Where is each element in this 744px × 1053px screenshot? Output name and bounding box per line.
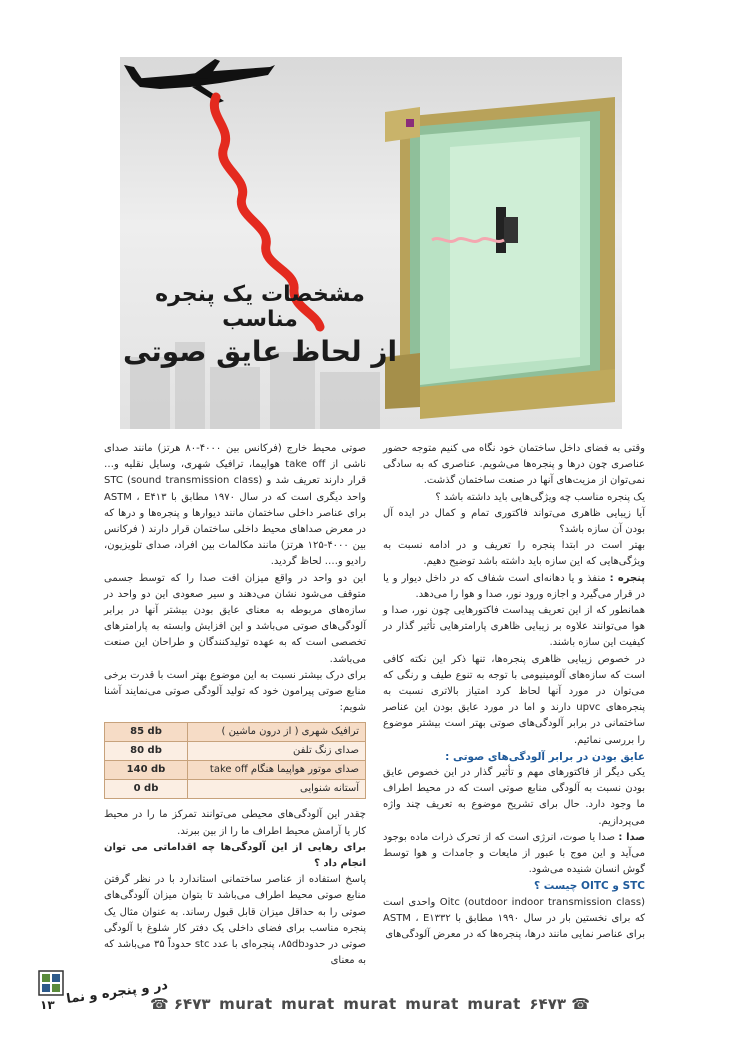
paragraph	[383, 571, 645, 603]
hero-title-line2: از لحاظ عایق صوتی	[122, 335, 398, 368]
table-cell-label: آستانه شنوایی	[188, 780, 366, 799]
paragraph: بهتر است در ابتدا پنجره را تعریف و در ادامه نسبت به ویژگی‌هایی که این سازه باید داشته باشد توضیح دهیم.	[383, 540, 645, 568]
table-cell-label: صدای زنگ تلفن	[188, 742, 366, 761]
section-heading: عایق بودن در برابر آلودگی‌های صوتی :	[445, 750, 645, 763]
term-definition: صدا یا صوت، انرژی است که از تحرک ذرات ماده بوجود می‌آید و این موج با عبور از مایعات و جامدات و هوا توسط گوش انسان شنیده می‌شود.	[383, 831, 645, 876]
table-row	[105, 761, 366, 780]
airplane-icon	[124, 59, 275, 103]
phone-left: ☎ ۶۴۷۳	[150, 995, 211, 1013]
right-column	[383, 441, 645, 943]
table-cell-label: ترافیک شهری ( از درون ماشین )	[188, 723, 366, 742]
paragraph: یک پنجره مناسب چه ویژگی‌هایی باید داشته باشد ؟	[435, 491, 645, 503]
page-number: ۱۳	[40, 998, 55, 1012]
magazine-name: در و پنجره و نما	[65, 977, 169, 1008]
paragraph: پاسخ استفاده از عناصر ساختمانی استاندارد با در نظر گرفتن منابع صوتی محیط اطراف می‌باشد تا بتوان میزان آلودگی‌های صوتی را به حداقل میزان قابل قبول رساند. به عنوان مثال یک پنجره مناسب برای فضای داخلی یک دفتر کار شلوغ با آلودگی صوتی در حدود۸۵db، پنجره‌ای با عدد stc حدوداً ۳۵ می‌باشد که به معنای	[104, 874, 366, 967]
paragraph: یکی دیگر از فاکتورهای مهم و تأثیر گذار در این خصوص عایق بودن نسبت به آلودگی منابع صوتی است که در محیط اطراف ما وجود دارد. حال برای تشریح موضوع به تعریف چند واژه می‌پردازیم.	[383, 767, 645, 827]
table-cell-value: 85 db	[105, 723, 188, 742]
paragraph: در خصوص زیبایی ظاهری پنجره‌ها، تنها ذکر این نکته کافی است که سازه‌های آلومینیومی با توجه به تنوع طیف و رنگی که می‌توان در مورد آنها لحاظ کرد امتیاز بالاتری نسبت به پنجره‌های upvc دارند و اما در مورد عایق بودن این عناصر ساختمانی در برابر آلودگی‌های صوتی بهتر است بیشتر موضوع را بررسی نمائیم.	[383, 653, 645, 746]
brand-logo: murat	[281, 995, 335, 1013]
noise-level-table	[104, 722, 366, 799]
paragraph: Oitc (outdoor indoor transmission class) واحدی است که برای نخستین بار در سال ۱۹۹۰ مطابق با ASTM ، E۱۳۳۲ برای عناصر نمایی مانند درها، پنجره‌ها که در معرض آلودگی‌های	[383, 896, 645, 941]
left-column	[104, 441, 366, 969]
term-label: صدا :	[618, 831, 645, 843]
paragraph: وقتی به فضای داخل ساختمان خود نگاه می کنیم متوجه حضور عناصری چون درها و پنجره‌ها می‌شویم. عناصری که به سادگی نمی‌توان از مزیت‌های آنها در صنعت ساختمان گذشت.	[383, 443, 645, 487]
paragraph: برای درک بیشتر نسبت به این موضوع بهتر است با قدرت برخی منابع صوتی پیرامون خود که تولید آلودگی صوتی می‌نمایند آشنا شویم:	[104, 669, 366, 714]
brand-logo: murat	[343, 995, 397, 1013]
section-heading: STC و OITC چیست ؟	[533, 880, 645, 893]
table-cell-value: 0 db	[105, 780, 188, 799]
paragraph: چقدر این آلودگی‌های محیطی می‌توانند تمرکز ما را در محیط کار یا آرامش محیط اطراف ما را از بین ببرند.	[104, 809, 366, 837]
hero-graphic	[120, 57, 622, 429]
term-label: پنجره :	[609, 572, 645, 584]
paragraph: این دو واحد در واقع میزان افت صدا را که توسط جسمی متوقف می‌شود نشان می‌دهند و سیر صعودی این دو واحد در سازه‌های مربوطه به معنای عایق بودن بیشتر آنها در برابر آلودگی‌های صوتی می‌باشد و این افزایش وابسته به پارامترهای تخصصی است که به عهده تولیدکنندگان و طراحان این صنعت می‌باشد.	[104, 572, 366, 665]
table-cell-label: صدای موتور هواپیما هنگام take off	[188, 761, 366, 780]
paragraph: صوتی محیط خارج (فرکانس بین ۴۰۰۰-۸۰ هرتز) مانند صدای ناشی از take off هواپیما، ترافیک شهری، وسایل نقلیه و… قرار دارند تعریف شد و STC (sound transmission class) واحد دیگری است که در سال ۱۹۷۰ مطابق با ASTM ، E۴۱۳ برای عناصر داخلی ساختمان مانند دیوارها و پنجره‌ها و درها که در معرض صداهای محیط داخلی ساختمان قرار دارند ( فرکانس بین ۴۰۰۰-۱۲۵ هرتز) مانند مکالمات بین افراد، صدای تلویزیون، رادیو و…. لحاظ گردید.	[104, 443, 367, 568]
table-row	[105, 723, 366, 742]
brand-logo: murat	[219, 995, 273, 1013]
hero-illustration	[120, 57, 622, 429]
footer-ads	[150, 991, 590, 1017]
section-heading: برای رهایی از این آلودگی‌ها چه اقداماتی می توان انجام داد ؟	[104, 841, 366, 870]
brand-logo: murat	[467, 995, 521, 1013]
paragraph: همانطور که از این تعریف پیداست فاکتورهایی چون نور، صدا و هوا می‌توانند علاوه بر زیبایی ظاهری پارامترهایی تأثیر گذار در کیفیت این سازه باشند.	[383, 605, 645, 649]
term-definition: منفذ و یا دهانه‌ای است شفاف که در داخل دیوار و یا در قرار می‌گیرد و اجازه ورود نور، صدا و هوا را می‌دهد.	[383, 572, 645, 600]
paragraph	[383, 830, 645, 879]
table-row	[105, 742, 366, 761]
logo-icon	[38, 970, 64, 996]
table-cell-value: 140 db	[105, 761, 188, 780]
table-cell-value: 80 db	[105, 742, 188, 761]
brand-logo: murat	[405, 995, 459, 1013]
paragraph: آیا زیبایی ظاهری می‌تواند فاکتوری تمام و کمال در ایده آل بودن آن سازه باشد؟	[383, 507, 645, 536]
hero-title-line1: مشخصات یک پنجره مناسب	[155, 282, 365, 332]
table-row	[105, 780, 366, 799]
window-frame	[385, 97, 615, 419]
magazine-logo	[38, 970, 64, 996]
sound-wave-reduced	[432, 239, 504, 242]
phone-right: ۶۴۷۳ ☎	[529, 995, 590, 1013]
